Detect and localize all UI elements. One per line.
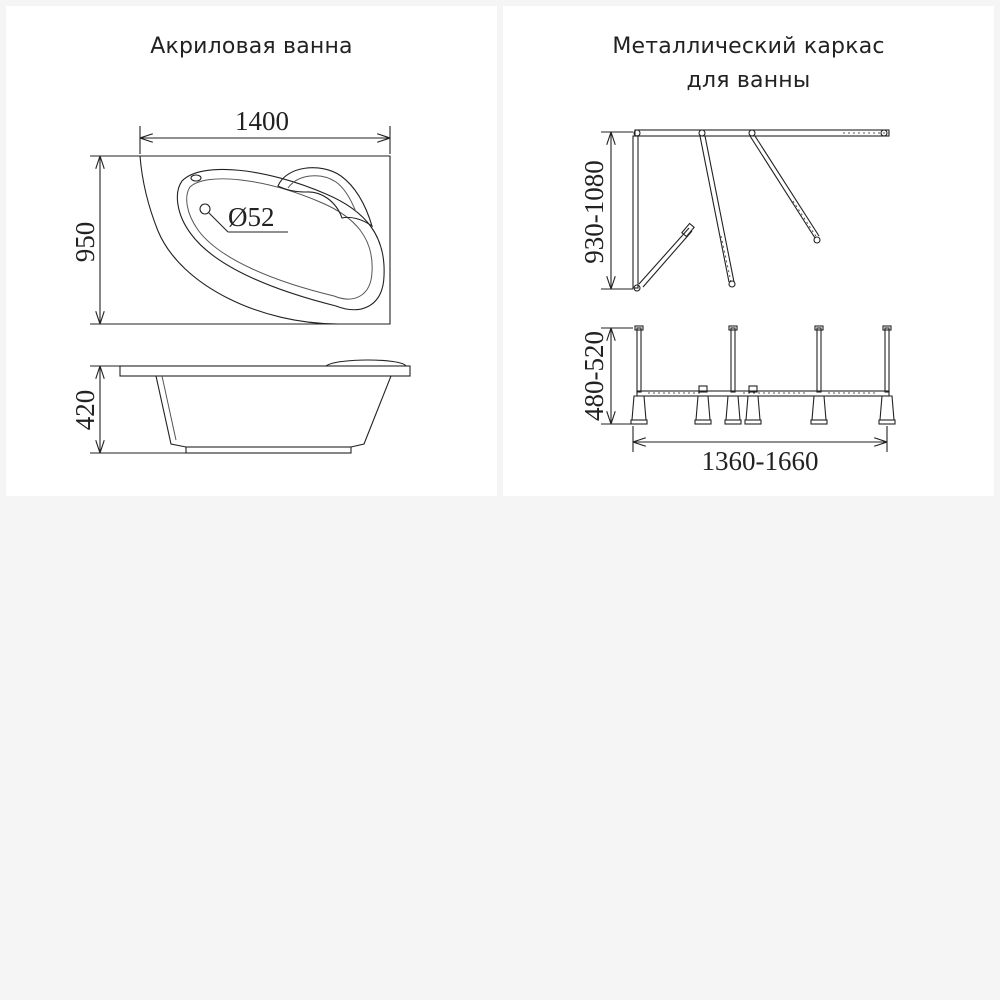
metal-frame-panel <box>503 6 994 496</box>
acrylic-bath-drawing <box>6 6 497 496</box>
length-label: 1400 <box>235 106 289 136</box>
height-label: 420 <box>70 389 100 431</box>
frame-length-dimension <box>633 426 887 476</box>
frame-length-label: 1360-1660 <box>701 446 819 476</box>
metal-frame-drawing <box>503 6 994 496</box>
acrylic-bath-title: Акриловая ванна <box>150 34 353 59</box>
acrylic-bath-panel <box>6 6 497 496</box>
frame-top-view <box>633 130 889 291</box>
drain-label: Ø52 <box>228 202 275 232</box>
width-label: 950 <box>70 221 100 263</box>
frame-height-dimension <box>579 132 633 289</box>
frame-feet <box>631 396 895 424</box>
metal-frame-title-line1: Металлический каркас <box>612 34 885 59</box>
tub-top-view <box>140 156 390 324</box>
frame-side-view <box>631 326 895 424</box>
length-dimension <box>140 106 390 154</box>
tub-side-view <box>70 360 410 453</box>
metal-frame-title-line2: для ванны <box>686 68 811 93</box>
frame-height-label: 930-1080 <box>579 160 609 264</box>
leg-height-label: 480-520 <box>579 331 609 421</box>
leg-height-dimension <box>579 328 633 424</box>
